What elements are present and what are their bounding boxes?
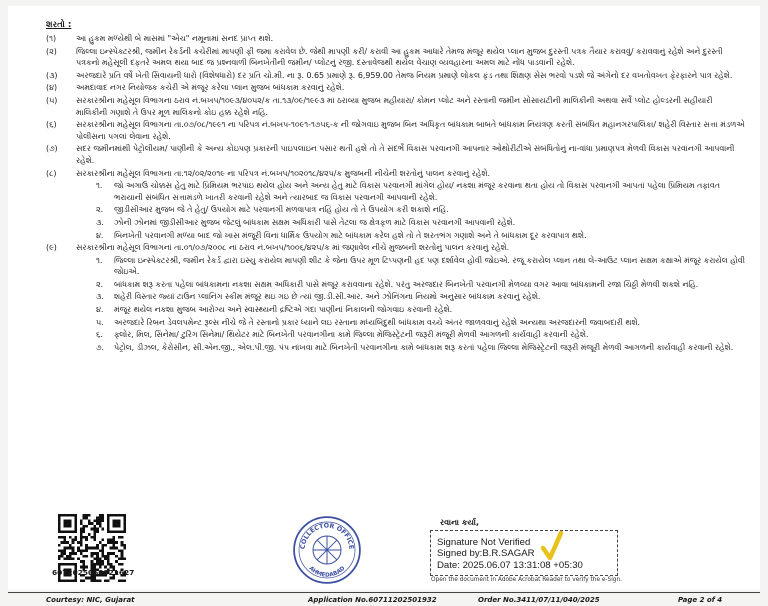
sub-condition-item <box>46 317 746 329</box>
sub-condition-item <box>46 329 746 341</box>
condition-item <box>46 46 746 69</box>
sub-condition-text: બિનખેતી પરવાનગી મળ્યા બાદ જો ખાસ મંજૂરી વિના ધાર્મિક ઉપયોગ માટે બાંધકામ કરેલ હશે તો તે શરતભંગ ગણાશે અને તે બાંધકામ દૂર કરવાપાત્ર થશે. <box>114 230 587 240</box>
sub-condition-text: મંજૂર થયેલ નકશા મુજબ આરોગ્ય અને સ્વાસ્થ્યની દ્રષ્ટિએ ગંદા પાણીનાં નિકાલની જોગવાઇ કરવાની રહેશે. <box>114 305 453 315</box>
seal-bottom-text: AHMEDABAD <box>307 565 347 579</box>
condition-text: સરકારશ્રીના મહેસૂલ વિભાગના તા.૦૭/૦૮/૧૯૯૧ ના પરિપત્ર નં.બખપ-૧૦૯૧-૧૭૫૬-ક ની જોગવાઇ મુજબ બિન અધિકૃત બાંધકામ બાબતે બાંધકામ નિયંત્રણ કરતી સંબંધિત મહાનગરપાલિકા/ શહેરી વિસ્તાર સત્તા મંડળએ પોલીસના પગલાં લેવાના રહેશે. <box>76 120 745 141</box>
condition-item <box>46 33 746 45</box>
qr-code-number: 6072025060021627 <box>52 568 135 577</box>
esign-verify-note: Open the document in Adobe Acrobat Reader to verify the e-Sign. <box>431 577 623 583</box>
sub-condition-number: ૪. <box>96 230 104 240</box>
footer-page-number: Page 2 of 4 <box>678 596 723 604</box>
signature-status: Signature Not Verified <box>437 537 531 548</box>
sub-condition-item <box>46 217 746 229</box>
condition-text: જિલ્લા ઇન્સ્પેક્ટરશ્રી, જમીન રેકર્ડની કચેરીમાં માપણી ફી જમા કરાવેલ છે. જેથી માપણી કરી/ કરાવી આ હુકમ આધારે તેમજ મંજૂર થયેલ પ્લાન મુજબ દુરસ્તી પત્રક તૈયાર કરાવવું/ કરાવવાનું રહેશે અને દુરસ્તી પત્રકનો મહેસૂલી દફતરે અમલ થયા બાદ જ પ્રશ્નવાળી બિનખેતીની જમીન/ પ્લોટનું રજી. દસ્તાવેજથી થયેલ વેચાણ વ્યવહારના અમલ માટે નોંધ પાડવાની રહેશે. <box>76 46 723 68</box>
signed-by: Signed by:B.R.SAGAR <box>437 548 535 560</box>
sub-condition-number: ૭. <box>96 342 104 352</box>
condition-text: સરકારશ્રીના મહેસૂલ વિભાગનાં તા.૦૧/૦૭/૨૦૦૮ ના ઠરાવ નં.બખપ/૧૦૦૬/૪૨૫/ક માં જણાવેલ નીચે મુજબની શરતોનું પાલન કરવાનું રહેશે. <box>76 243 510 253</box>
footer-order-number: Order No.3411/07/11/040/2025 <box>478 596 600 604</box>
condition-text: સદર જમીનમાંથી પેટ્રોલીયમ/ પાણીની કે અન્ય કોઇપણ પ્રકારની પાઇપલાઇન પસાર થતી હશે તો તે સંદર્ભે વિકાસ પરવાનગી આપનાર ઓથોરીટીએ સંબંધિતોનું ના-વાંધા પ્રમાણપત્ર મેળવી વિકાસ પરવાનગી આપવાની રહેશે. <box>76 144 735 165</box>
page-footer <box>8 592 760 604</box>
signature-box[interactable] <box>430 530 618 576</box>
condition-text: સરકારશ્રીના મહેસૂલ વિભાગના ઠરાવ નં.બખપ/૧૦૯૩/૪૦૫૨/ક તા.૧૩/૦૯/૧૯૯૩ માં ઠરાવ્યા મુજબ મહીયારા/ કોમન પ્લોટ અને રસ્તાની જમીન સોસાયટીની માલિકીની અથવા સર્વે પ્લોટ હોલ્ડરની સહીયારી માલિકીની ગણાશે તે ઉપર મૂળ માલિકનો કોઇ હક્ક રહેશે નહિ. <box>76 95 713 117</box>
condition-item <box>46 82 746 94</box>
sub-condition-number: ૩. <box>96 292 104 302</box>
footer-application-number: Application No.60711202501932 <box>308 596 437 604</box>
sub-condition-number: ૪. <box>96 305 104 315</box>
sub-condition-number: ૩. <box>96 217 104 227</box>
sub-condition-text: ઝોની ઝોનમાં જીડીસીઆર મુજબ જેટલું બાંધકામ સક્ષમ અધિકારી પાસે તેટલા જ ક્ષેત્રફળ માટે વિકાસ પરવાનગી આપવાની રહેશે. <box>114 217 516 227</box>
sub-condition-number: ૨. <box>96 205 104 215</box>
sub-condition-item <box>46 291 746 303</box>
footer-courtesy: Courtesy: NIC, Gujarat <box>46 596 135 604</box>
sub-condition-number: ૫. <box>96 317 104 327</box>
sub-condition-item <box>46 180 746 203</box>
sub-condition-item <box>46 279 746 291</box>
sub-condition-number: ૬. <box>96 330 103 340</box>
document-page <box>8 6 760 604</box>
condition-item <box>46 168 746 180</box>
condition-number: (૨) <box>46 46 57 56</box>
sub-condition-item <box>46 342 746 354</box>
sub-condition-text: શહેરી વિસ્તાર જ્યાં ટાઉન પ્લાનિંગ સ્કીમ મંજૂર થઇ ગઇ છે ત્યાં જી.ડી.સી.આર. અને ઝોનિંગના નિયમો અનુસાર બાંધકામ કરવાનું રહેશે. <box>114 292 541 302</box>
collector-office-seal <box>292 515 362 585</box>
sub-condition-text: અરજદારે રિબન ડેવલપમેન્ટ રૂલ્સ નીચે જે તે રસ્તાનો પ્રકાર ધ્યાને લઇ રસ્તાના મધ્યબિંદુથી બાંધકામ વચ્ચે અંતર જાળવવાનું રહેશે અન્યથા અરજદારની જવાબદારી થશે. <box>114 317 641 327</box>
sub-condition-text: જીડીસીઆર મુજબ જે તે હેતુ/ ઉપયોગ માટે પરવાનગી મળવાપાત્ર નહિં હોય તો તે ઉપયોગ કરી શકાશે નહિં. <box>114 205 449 215</box>
condition-number: (૩) <box>46 70 58 80</box>
sub-condition-text: જિલ્લા ઇન્સ્પેક્ટરશ્રી, જમીન રેકર્ડ દ્વારા ઇસ્યુ કરાયેલ માપણી શીટ કે જેના ઉપર મૂળ ટિપ્પણની હદ પણ દર્શાવેલ હોવી જોઇએ. રજૂ કરાયેલ પ્લાન તથા લે-આઉટ પ્લાન સક્ષમ કક્ષાએ મંજૂર કરાયેલ હોવી જોઇએ. <box>114 255 745 277</box>
sub-condition-text: જો અગાઉ ચોક્કસ હેતુ માટે પ્રિમિયમ ભરપાઇ થયેલ હોય અને અન્ય હેતુ માટે વિકાસ પરવાનગી માંગેલ હોય/ નકશા મંજૂર કરવાના થતા હોય તો વિકાસ પરવાનગી આપતાં પહેલા પ્રિમિયમ તફાવત ભરાયાની સંબંધિત સત્તામંડળે ખાતરી કરવાની રહેશે અને ત્યારબાદ જ વિકાસ પરવાનગી આપવાની રહેશે. <box>114 181 720 202</box>
condition-item <box>46 70 746 82</box>
conditions-list <box>46 33 746 354</box>
sub-condition-item <box>46 204 746 216</box>
sub-condition-item <box>46 255 746 278</box>
signature-date: Date: 2025.06.07 13:31:08 +05:30 <box>437 559 583 571</box>
seal-top-text: COLLECTOR OFFICE <box>299 522 355 550</box>
condition-number: (૯) <box>46 243 57 253</box>
sub-condition-item <box>46 304 746 316</box>
condition-text: અમદાવાદ નગર નિયોજક કચેરી એ મંજૂર કરેલા પ્લાન મુજબ બાંધકામ કરવાનું રહેશે. <box>76 83 345 93</box>
condition-item <box>46 143 746 166</box>
svg-text:AHMEDABAD <box>308 565 347 578</box>
condition-number: (૬) <box>46 120 57 130</box>
condition-text: આ હુકમ મળ્યેથી બે માસમાં "એચ" નમૂનામાં સનદ પ્રાપ્ત થશે. <box>76 34 274 43</box>
condition-item <box>46 119 746 142</box>
condition-number: (૭) <box>46 144 58 154</box>
conditions-heading: શરતો : <box>46 20 72 30</box>
condition-item <box>46 242 746 254</box>
dispatch-label: રવાના કર્યા, <box>440 518 479 527</box>
condition-number: (૮) <box>46 168 57 178</box>
sub-condition-text: પેટ્રોલ, ડીઝલ, કેરોસીન, સી.એન.જી., એલ.પી.જી. પંપ નાંખવા માટે બિનખેતી પરવાનગીના કામે બાંધકામ શરૂ કરતાં પહેલા જિલ્લા મેજિસ્ટ્રેટની જરૂરી મંજૂરી મેળવી આગળની કાર્યવાહી કરવાની રહેશે. <box>114 342 734 352</box>
sub-condition-text: ફ્લોર, મિલ, સિનેમા/ ટુરિંગ સિનેમા/ થિયેટર માટે બિનખેતી પરવાનગીના કામે જિલ્લા મેજિસ્ટ્રેટની જરૂરી મંજૂરી મેળવી આગળની કાર્યવાહી કરવાની રહેશે. <box>114 330 589 340</box>
sub-condition-text: બાંધકામ શરૂ કરતા પહેલા બાંધકામના નકશા સક્ષમ અધિકારી પાસે મંજૂર કરાવવાના રહેશે. પરંતુ અરજદાર બિનખેતી પરવાનગી મેળવ્યા વગર આવા બાંધકામની રજા ચિઠ્ઠી મેળવી શકશે નહિ. <box>114 279 699 289</box>
condition-text: સરકારશ્રીના મહેસૂલ વિભાગના તા.૧૨/૦૨/૨૦૧૯ ના પરિપત્ર નં.બખપ/૧૦૨૦૧૮/૪૨૫/ક મુજબની નીચેની શરતોનું પાલન કરવાનું રહેશે. <box>76 168 490 178</box>
condition-number: (૧) <box>46 34 57 43</box>
condition-number: (૫) <box>46 95 58 105</box>
condition-item <box>46 95 746 118</box>
condition-number: (૪) <box>46 83 58 93</box>
checkmark-icon <box>540 530 564 564</box>
condition-text: અરજદારે પ્રતિ વર્ષે ખેતી સિવાયની ધારો (વિશેષધારો) દર પ્રતિ ચો.મી. ના રૂ. 0.65 પ્રમાણે રૂ. 6,959.00 તેમજ નિયમ પ્રમાણે લોકલ ફંડ તથા શિક્ષણ સેસ ભરવો પડશે જે અંગેનો દર વખતોવખત ફેરફારને પાત્ર રહેશે. <box>76 70 733 80</box>
sub-condition-number: ૨. <box>96 279 104 289</box>
sub-condition-number: ૧. <box>96 181 103 191</box>
sub-condition-item <box>46 230 746 242</box>
sub-condition-number: ૧. <box>96 255 103 265</box>
